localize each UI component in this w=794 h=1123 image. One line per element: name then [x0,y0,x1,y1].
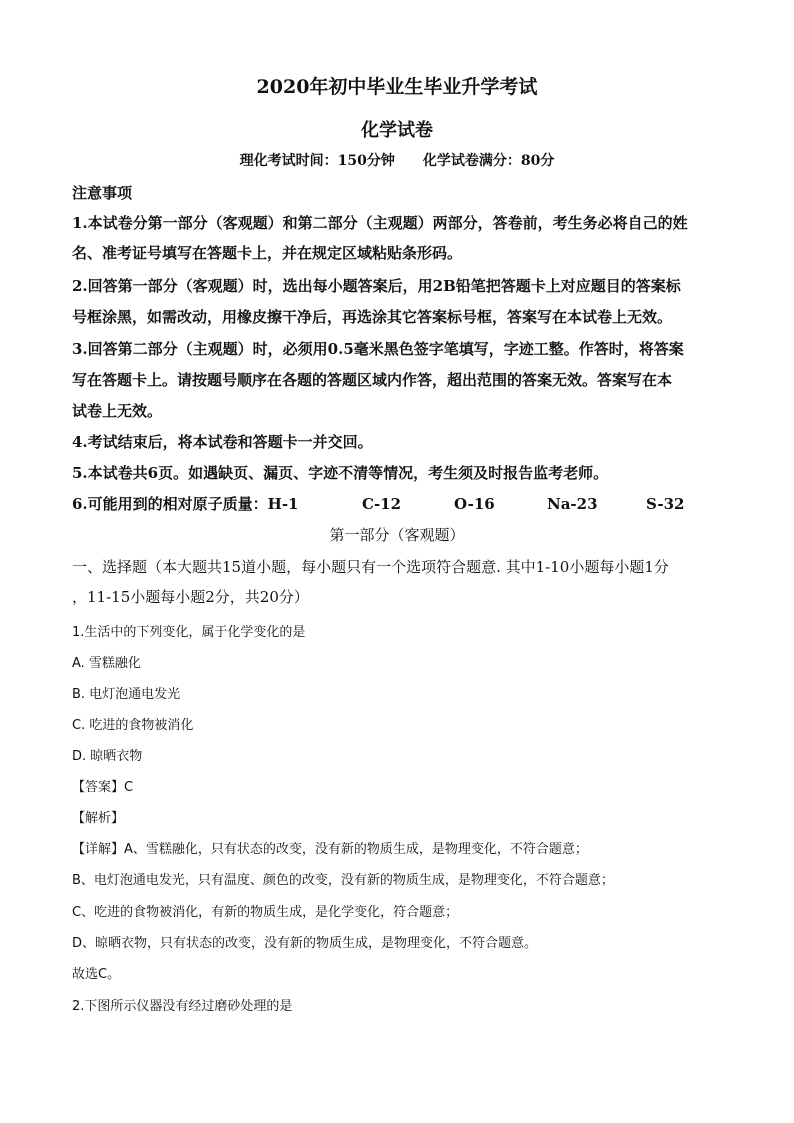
question2-stem: 2.下图所示仪器没有经过磨砂处理的是 [72,999,293,1014]
question1-option-d: D. 晾晒衣物 [72,749,143,764]
exam-title: 2020年初中毕业生毕业升学考试 [256,76,538,98]
answer-value: C [124,780,134,795]
atomic-masses [72,493,684,514]
atomic-masses-label: 6.可能用到的相对原子质量：H-1 [72,495,299,513]
detail-line: D、晾晒衣物，只有状态的改变，没有新的物质生成，是物理变化，不符合题意。 [72,936,538,951]
detail-text: A、雪糕融化，只有状态的改变，没有新的物质生成，是物理变化，不符合题意； [124,842,588,857]
section1-line: ，11-15小题每小题2分，共20分） [72,588,309,606]
question1-option-b: B. 电灯泡通电发光 [72,687,181,702]
time-info: 理化考试时间：150分钟 [239,153,395,169]
question1-option-a: A. 雪糕融化 [72,656,141,671]
detail-tag: 【详解】 [72,842,125,857]
detail-line [72,838,588,857]
note-line: 写在答题卡上。请按题号顺序在各题的答题区域内作答，超出范围的答案无效。答案写在本 [72,371,673,389]
atomic-mass-s: S-32 [646,495,685,513]
question1-stem: 1.生活中的下列变化，属于化学变化的是 [72,625,306,640]
note-line: 试卷上无效。 [72,402,163,420]
note-line: 号框涂黑，如需改动，用橡皮擦干净后，再选涂其它答案标号框，答案写在本试卷上无效。 [72,308,673,326]
note-line: 2.回答第一部分（客观题）时，选出每小题答案后，用2B铅笔把答题卡上对应题目的答案标 [72,277,681,295]
conclusion: 故选C。 [72,967,121,982]
score-info: 化学试卷满分：80分 [422,153,555,169]
question1-answer [72,776,133,795]
note-line: 名、准考证号填写在答题卡上，并在规定区域粘贴条形码。 [72,244,463,262]
detail-line: C、吃进的食物被消化，有新的物质生成，是化学变化，符合题意； [72,905,459,920]
note-line: 1.本试卷分第一部分（客观题）和第二部分（主观题）两部分，答卷前，考生务必将自己的姓 [72,214,688,232]
atomic-mass-o: O-16 [454,495,495,513]
detail-line: B、电灯泡通电发光，只有温度、颜色的改变，没有新的物质生成，是物理变化，不符合题意； [72,873,614,888]
notes-heading: 注意事项 [72,184,133,202]
section1-line: 一、选择题（本大题共15道小题，每小题只有一个选项符合题意. 其中1-10小题每小题1分 [72,558,669,576]
note-line: 3.回答第二部分（主观题）时，必须用0.5毫米黑色签字笔填写，字迹工整。作答时，将答案 [72,340,684,358]
answer-tag: 【答案】 [72,780,125,795]
part1-heading: 第一部分（客观题） [329,526,465,544]
note-line: 4.考试结束后，将本试卷和答题卡一并交回。 [72,433,373,451]
atomic-mass-na: Na-23 [547,495,598,513]
analysis-tag: 【解析】 [72,811,125,826]
atomic-mass-c: C-12 [362,495,402,513]
question1-option-c: C. 吃进的食物被消化 [72,718,194,733]
subject-title: 化学试卷 [361,120,433,141]
exam-info [0,150,794,170]
note-line: 5.本试卷共6页。如遇缺页、漏页、字迹不清等情况，考生须及时报告监考老师。 [72,464,609,482]
